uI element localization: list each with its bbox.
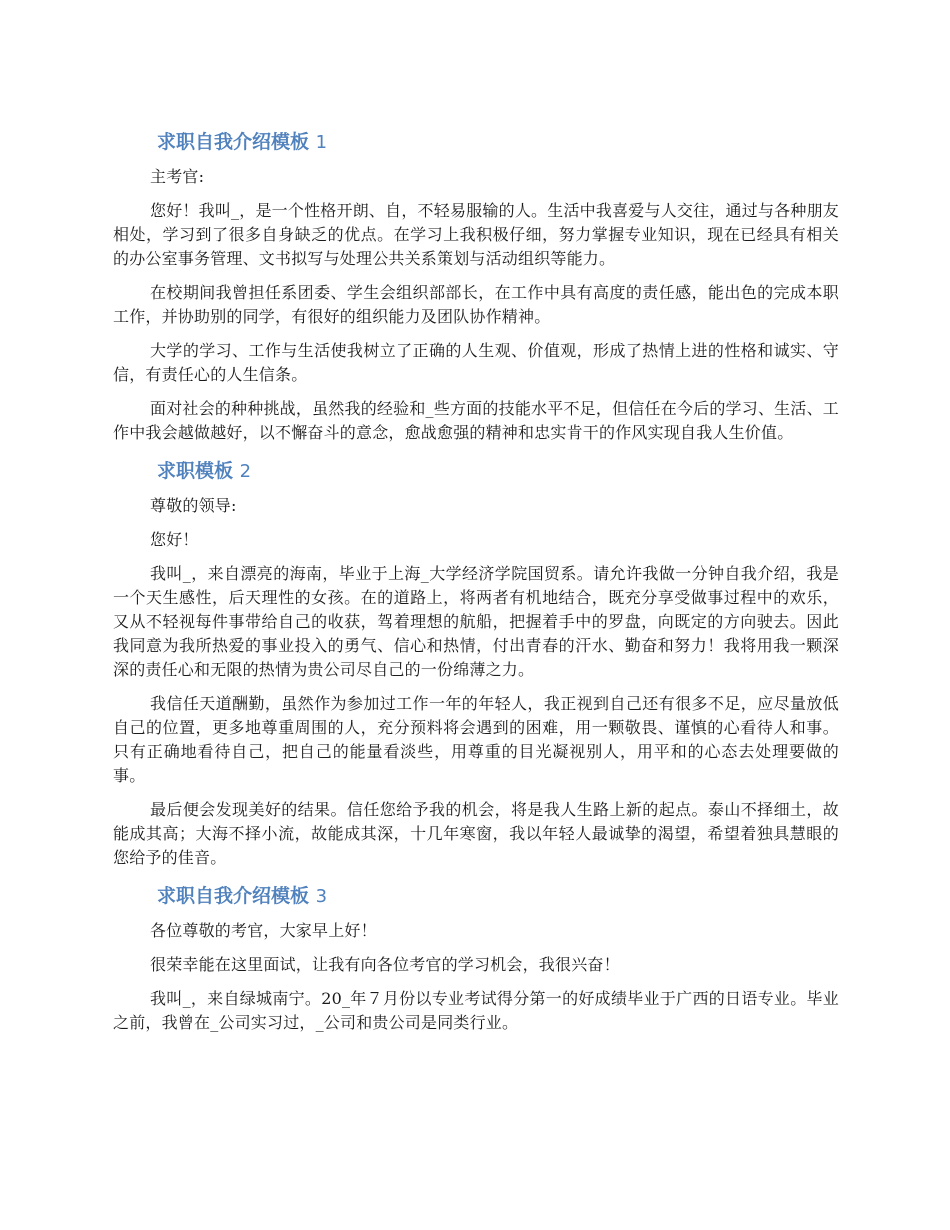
paragraph: 我叫_，来自漂亮的海南，毕业于上海_大学经济学院国贸系。请允许我做一分钟自我介绍，我是一个天生感性，后天理性的女孩。在的道路上，将两者有机地结合，既充分享受做事过程中的欢乐，又从不轻视每件事带给自己的收获，驾着理想的航船，把握着手中的罗盘，向既定的方向驶去。因此我同意为我所热爱的事业投入的勇气、信心和热情，付出青春的汗水、勤奋和努力！我将用我一颗深深的责任心和无限的热情为贵公司尽自己的一份绵薄之力。 <box>113 564 839 679</box>
section-title-2 <box>157 455 839 488</box>
section-title-text: 求职自我介绍模板 <box>157 885 310 907</box>
document-page <box>113 126 839 1045</box>
paragraph: 主考官: <box>150 167 205 186</box>
paragraph: 我叫_，来自绿城南宁。20_年７月份以专业考试得分第一的好成绩毕业于广西的日语专业。毕业之前，我曾在_公司实习过，_公司和贵公司是同类行业。 <box>113 989 839 1032</box>
paragraph: 尊敬的领导: <box>150 496 237 515</box>
paragraph: 面对社会的种种挑战，虽然我的经验和_些方面的技能水平不足，但信任在今后的学习、生活、工作中我会越做越好，以不懈奋斗的意念，愈战愈强的精神和忠实肯干的作风实现自我人生价值。 <box>113 399 839 442</box>
paragraph: 我信任天道酬勤，虽然作为参加过工作一年的年轻人，我正视到自己还有很多不足，应尽量放低自己的位置，更多地尊重周围的人，充分预料将会遇到的困难，用一颗敬畏、谨慎的心看待人和事。只有正确地看待自己，把自己的能量看淡些，用尊重的目光凝视别人，用平和的心态去处理要做的事。 <box>113 694 839 785</box>
paragraph: 各位尊敬的考官，大家早上好！ <box>150 921 377 940</box>
section-title-number: 3 <box>315 886 328 907</box>
section-title-number: 2 <box>239 461 252 482</box>
paragraph: 大学的学习、工作与生活使我树立了正确的人生观、价值观，形成了热情上进的性格和诚实、守信，有责任心的人生信条。 <box>113 341 839 384</box>
section-title-number: 1 <box>315 132 328 153</box>
section-title-3 <box>157 880 839 913</box>
paragraph: 最后便会发现美好的结果。信任您给予我的机会，将是我人生路上新的起点。泰山不择细土，故能成其高；大海不择小流，故能成其深，十几年寒窗，我以年轻人最诚挚的渴望，希望着独具慧眼的您给予的佳音。 <box>113 800 839 867</box>
paragraph: 您好！我叫_，是一个性格开朗、自，不轻易服输的人。生活中我喜爱与人交往，通过与各种朋友相处，学习到了很多自身缺乏的优点。在学习上我积极仔细，努力掌握专业知识，现在已经具有相关的办公室事务管理、文书拟写与处理公共关系策划与活动组织等能力。 <box>113 201 839 268</box>
paragraph: 很荣幸能在这里面试，让我有向各位考官的学习机会，我很兴奋！ <box>150 955 620 974</box>
paragraph: 您好！ <box>150 530 199 549</box>
section-title-1 <box>157 126 839 159</box>
paragraph: 在校期间我曾担任系团委、学生会组织部部长，在工作中具有高度的责任感，能出色的完成本职工作，并协助别的同学，有很好的组织能力及团队协作精神。 <box>113 283 839 326</box>
section-title-text: 求职自我介绍模板 <box>157 131 310 153</box>
section-title-text: 求职模板 <box>157 460 234 482</box>
